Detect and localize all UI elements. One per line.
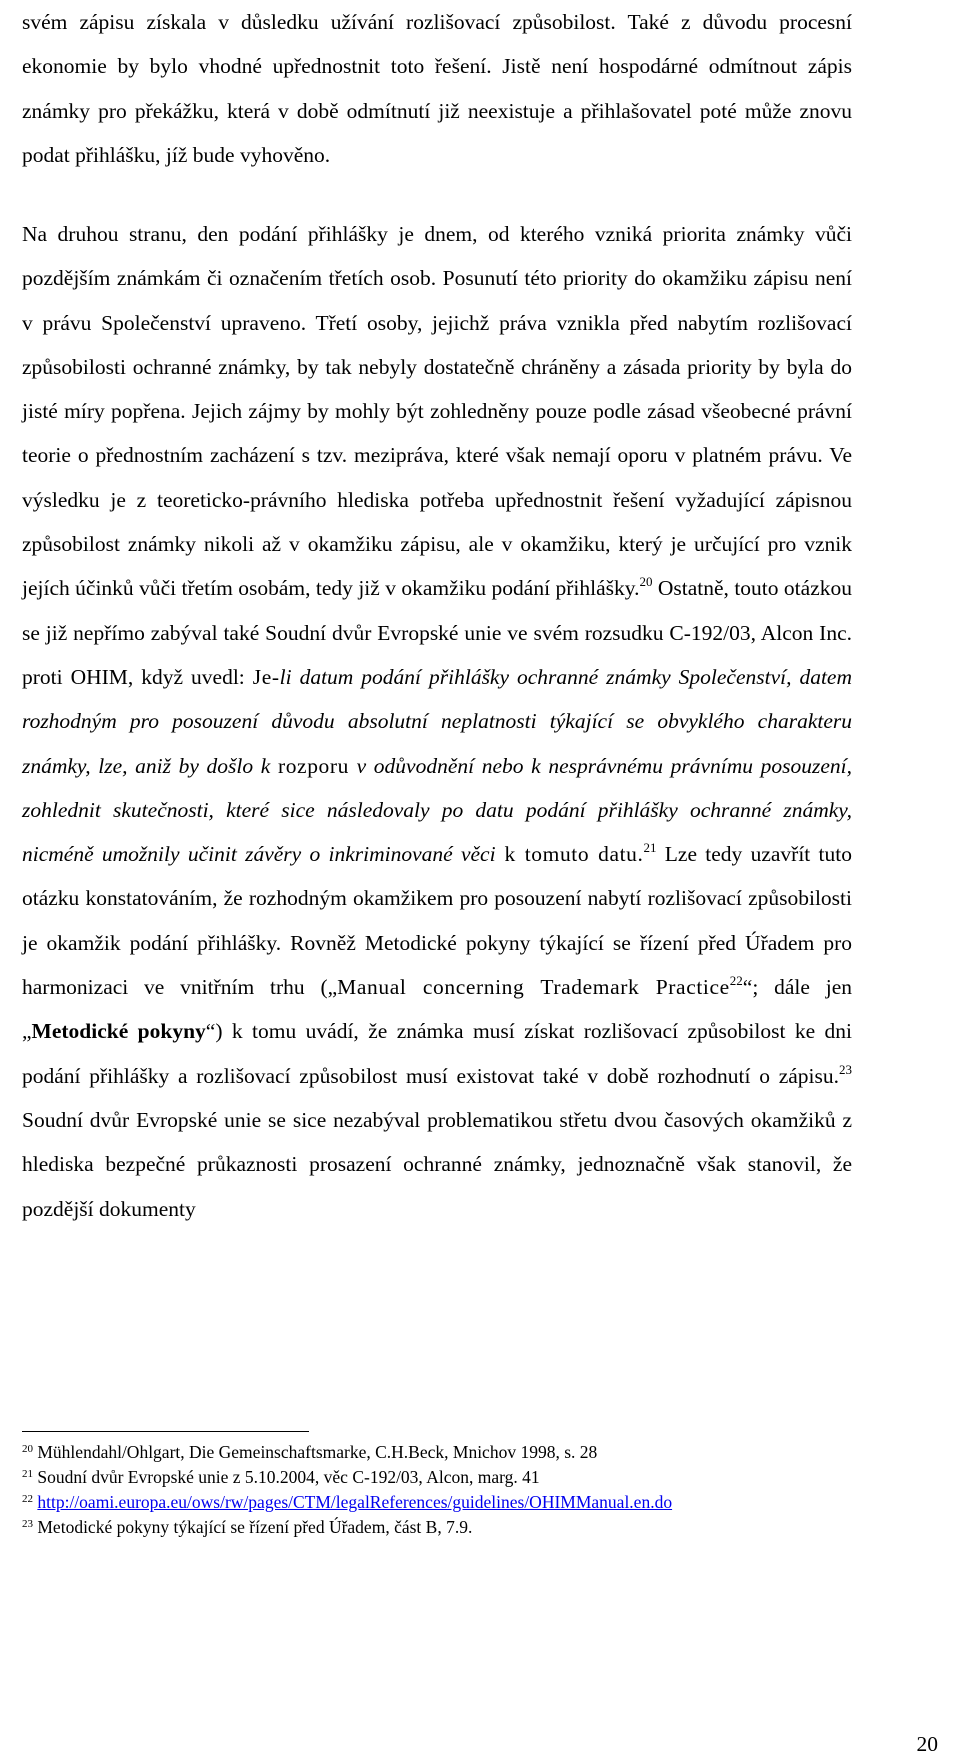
footnotes xyxy=(22,1440,852,1540)
manual-title: Manual concerning Trademark Practice xyxy=(337,975,730,1000)
paragraph-2-text-e: “) k tomu uvádí, že známka musí získat rozlišovací způsobilost ke dni podání přihlášky a rozlišovací způsobilost musí existovat také v době rozhodnutí o zápisu. xyxy=(22,1019,852,1088)
paragraph-2-text-d: “; dále jen „ xyxy=(22,975,852,1044)
footnote-divider xyxy=(22,1431,309,1432)
footnote-number: 21 xyxy=(22,1468,33,1480)
quote-italic-c: odůvodnění nebo k nesprávnému právnímu posouzení, zohlednit skutečnosti, které sice následovaly po datu podání přihlášky ochranné známky, nicméně umožnily učinit závěry o inkriminované věci xyxy=(22,753,852,867)
quote-italic-b: v xyxy=(349,753,374,778)
footnote-22 xyxy=(22,1490,852,1515)
footnote-ref-21[interactable]: 21 xyxy=(643,840,657,856)
quote-start: Je- xyxy=(252,664,280,689)
footnote-number: 22 xyxy=(22,1493,33,1505)
paragraph-2-text-a: Na druhou stranu, den podání přihlášky je dnem, od kterého vzniká priorita známky vůči pozdějším známkám či označením třetích osob. Posunutí této priority do okamžiku zápisu není v právu Společenství upraveno. Třetí osoby, jejichž práva vznikla před nabytím rozlišovací způsobilosti ochranné známky, by tak nebyly dostatečně chráněny a zásada priority by byla do jisté míry popřena. Jejich zájmy by mohly být zohledněny pouze podle zásad všeobecné právní teorie o přednostním zacházení s tzv. mezipráva, které však nemají oporu v platném právu. Ve výsledku je z teoreticko-právního hlediska potřeba upřednostnit řešení vyžadující zápisnou způsobilost známky nikoli až v okamžiku zápisu, ale v okamžiku, který je určující pro vznik jejích účinků vůči třetím osobám, tedy již v okamžiku podání přihlášky. xyxy=(22,222,852,601)
footnote-text: Soudní dvůr Evropské unie z 5.10.2004, věc C-192/03, Alcon, marg. 41 xyxy=(37,1467,540,1487)
footnote-text: Metodické pokyny týkající se řízení před Úřadem, část B, 7.9. xyxy=(37,1517,473,1537)
quote-italic-a: li datum podání přihlášky ochranné známky Společenství, datem rozhodným pro posouzení důvodu absolutní neplatnosti týkající se obvyklého charakteru známky, lze, aniž by došlo k xyxy=(22,664,852,778)
footnote-23 xyxy=(22,1515,852,1540)
footnote-text: Mühlendahl/Ohlgart, Die Gemeinschaftsmarke, C.H.Beck, Mnichov 1998, s. 28 xyxy=(37,1442,598,1462)
footnote-ref-23[interactable]: 23 xyxy=(839,1061,852,1077)
footnote-21 xyxy=(22,1465,852,1490)
paragraph-2-text-b: Ostatně, touto otázkou se již nepřímo zabýval také Soudní dvůr Evropské unie ve svém rozsudku C-192/03, Alcon Inc. proti OHIM, když uvedl: xyxy=(22,576,852,689)
quote-plain-b: k tomuto datu. xyxy=(495,842,644,867)
footnote-ref-20[interactable]: 20 xyxy=(639,574,653,590)
footnote-number: 23 xyxy=(22,1518,33,1530)
defined-term: Metodické pokyny xyxy=(31,1019,206,1044)
paragraph-1: svém zápisu získala v důsledku užívání rozlišovací způsobilost. Také z důvodu procesní ekonomie by bylo vhodné upřednostnit toto řešení. Jistě není hospodárné odmítnout zápis známky pro překážku, která v době odmítnutí již neexistuje a přihlašovatel poté může znovu podat přihlášku, jíž bude vyhověno. xyxy=(22,10,852,167)
quote-plain-a: rozporu xyxy=(277,753,349,778)
footnote-link[interactable]: http://oami.europa.eu/ows/rw/pages/CTM/legalReferences/guidelines/OHIMManual.en.do xyxy=(37,1492,673,1512)
paragraph-2 xyxy=(22,212,852,1231)
page-number: 20 xyxy=(916,1732,938,1756)
paragraph-2-text-c: Lze tedy uzavřít tuto otázku konstatováním, že rozhodným okamžikem pro posouzení nabytí rozlišovací způsobilosti je okamžik podání přihlášky. Rovněž Metodické pokyny týkající se řízení před Úřadem pro harmonizaci ve vnitřním trhu („ xyxy=(22,842,853,1000)
footnote-number: 20 xyxy=(22,1443,33,1455)
footnote-ref-22[interactable]: 22 xyxy=(729,973,743,989)
paragraph-2-text-f: Soudní dvůr Evropské unie se sice nezabýval problematikou střetu dvou časových okamžiků z hlediska bezpečné průkaznosti prosazení ochranné známky, jednoznačně však stanovil, že pozdější dokumenty xyxy=(22,1107,852,1221)
footnote-20 xyxy=(22,1440,852,1465)
